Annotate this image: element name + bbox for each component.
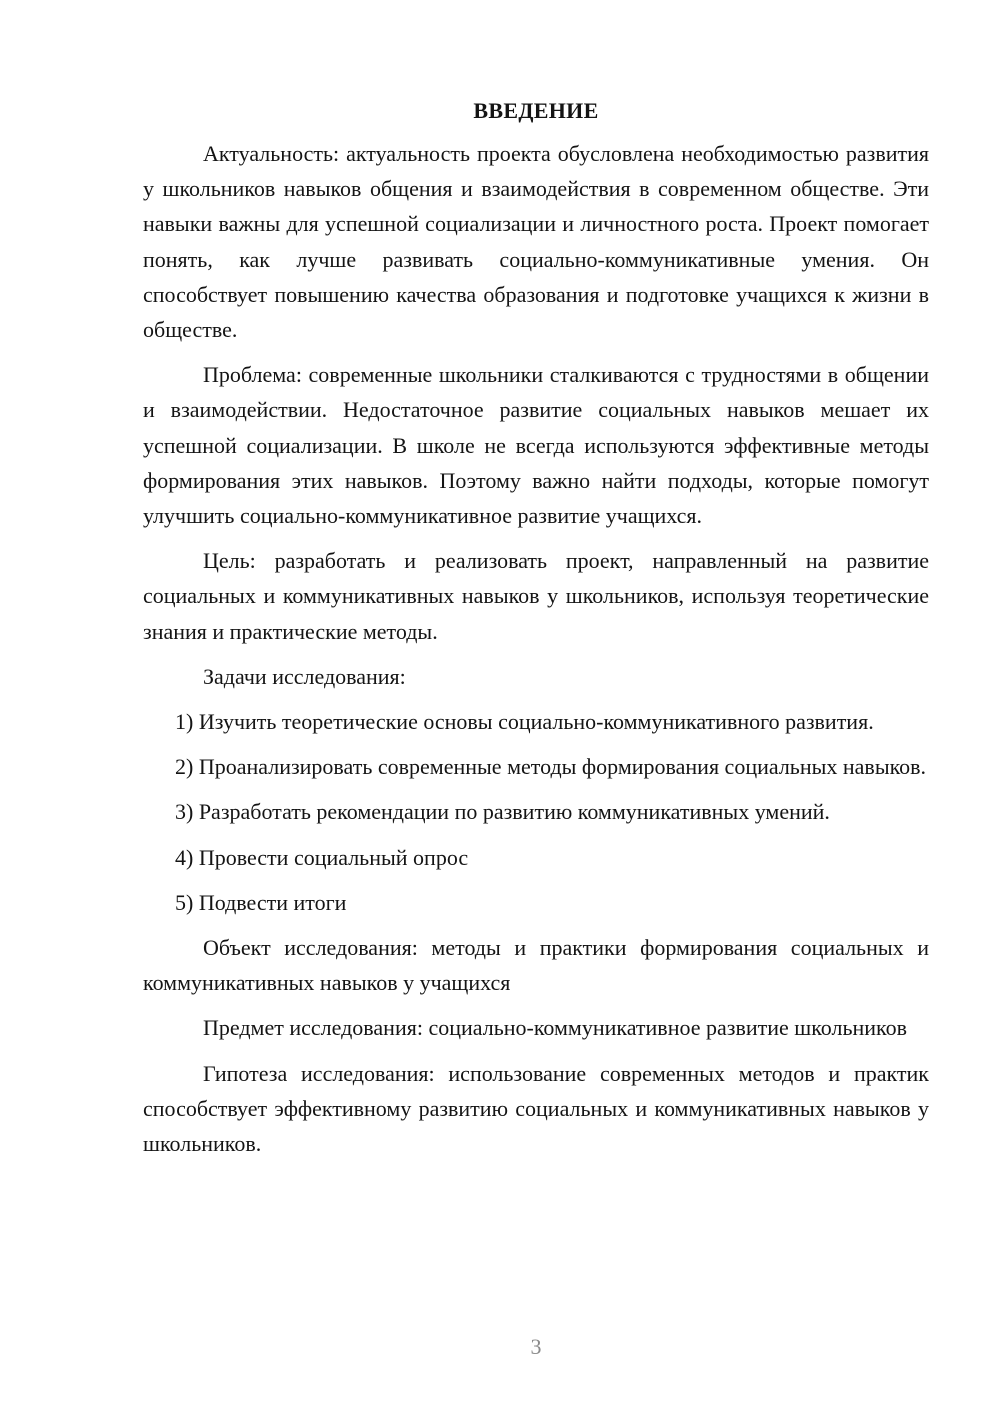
tasks-heading: Задачи исследования: [203,663,406,689]
task-item-4: 4) Провести социальный опрос [175,844,469,870]
section-title: ВВЕДЕНИЕ [473,98,599,123]
task-item-1: 1) Изучить теоретические основы социально-коммуникативного развития. [175,709,874,735]
task-item-5: 5) Подвести итоги [175,889,347,915]
task-item-3: 3) Разработать рекомендации по развитию коммуникативных умений. [175,799,830,825]
goal-paragraph: Цель: разработать и реализовать проект, направленный на развитие социальных и коммуникативных навыков у школьников, используя теоретические знания и практические методы. [143,548,929,644]
page-number: 3 [530,1334,542,1359]
hypothesis-paragraph: Гипотеза исследования: использование современных методов и практик способствует эффективному развитию социальных и коммуникативных навыков у школьников. [143,1060,929,1157]
relevance-paragraph: Актуальность: актуальность проекта обусловлена необходимостью развития у школьников навыков общения и взаимодействия в современном обществе. Эти навыки важны для успешной социализации и личностного роста. Проект помогает понять, как лучше развивать социально-коммуникативные умения. Он способствует повышению качества образования и подготовке учащихся к жизни в обществе. [143,141,929,343]
subject-paragraph: Предмет исследования: социально-коммуникативное развитие школьников [203,1015,908,1041]
problem-paragraph: Проблема: современные школьники сталкиваются с трудностями в общении и взаимодействии. Недостаточное развитие социальных навыков мешает их успешной социализации. В школе не всегда используются эффективные методы формирования этих навыков. Поэтому важно найти подходы, которые помогут улучшить социально-коммуникативное развитие учащихся. [143,362,929,529]
object-paragraph: Объект исследования: методы и практики формирования социальных и коммуникативных навыков у учащихся [143,935,929,996]
task-item-2: 2) Проанализировать современные методы формирования социальных навыков. [175,754,927,780]
document-body [143,95,929,1171]
